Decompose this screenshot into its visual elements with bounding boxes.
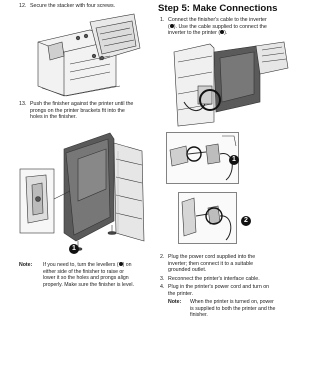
step-text-line: Push the finisher against the printer until the bbox=[30, 101, 134, 107]
callout-number: 1 bbox=[232, 156, 236, 163]
finisher-illustration bbox=[18, 129, 148, 253]
step-text-line: Plug in the printer's power cord and turn on bbox=[168, 284, 270, 290]
step-text-line bbox=[168, 30, 227, 37]
note-power bbox=[168, 299, 298, 321]
step-text: ). bbox=[224, 30, 228, 37]
callout-badge-2 bbox=[241, 216, 251, 226]
step-text-line: holes in the finisher. bbox=[30, 114, 77, 121]
step-number: 4. bbox=[160, 284, 165, 290]
note-line bbox=[43, 262, 132, 269]
note-text: If you need to, turn the levellers ( bbox=[43, 262, 119, 268]
callout-badge-1 bbox=[69, 244, 79, 254]
note-line: properly. Make sure the finisher is level. bbox=[43, 281, 135, 288]
note-line: finisher. bbox=[190, 312, 208, 319]
note-line: either side of the finisher to raise or bbox=[43, 268, 125, 275]
callout-badge-1 bbox=[229, 155, 239, 165]
step-number: 12. bbox=[19, 3, 27, 9]
note-line: When the printer is turned on, power bbox=[190, 299, 274, 305]
connection-detail-1 bbox=[166, 132, 286, 184]
step-2 bbox=[160, 254, 298, 276]
step-12 bbox=[19, 3, 149, 11]
note-label: Note: bbox=[168, 299, 182, 305]
step-text-line bbox=[168, 24, 267, 31]
section-heading: Step 5: Make Connections bbox=[158, 3, 278, 14]
step-text-line: Connect the finisher's cable to the inverter bbox=[168, 17, 267, 23]
note-text: ) on bbox=[122, 262, 132, 268]
stacker-illustration bbox=[30, 16, 142, 96]
step-3 bbox=[160, 276, 298, 284]
step-text-line: grounded outlet. bbox=[168, 267, 207, 274]
connection-detail-2 bbox=[178, 192, 278, 244]
note-line: lower it so the holes and prongs align bbox=[43, 275, 129, 282]
step-number: 1. bbox=[160, 17, 165, 23]
step-text-line: Reconnect the printer's interface cable. bbox=[168, 276, 260, 282]
step-text: ( bbox=[168, 23, 170, 30]
step-text: inverter to the printer ( bbox=[168, 30, 221, 37]
callout-number: 2 bbox=[244, 217, 248, 224]
connections-illustration bbox=[170, 42, 290, 126]
step-13 bbox=[19, 101, 149, 123]
step-text-line: the printer. bbox=[168, 290, 194, 297]
step-number: 2. bbox=[160, 254, 165, 260]
callout-number: 1 bbox=[72, 245, 76, 252]
step-number: 3. bbox=[160, 276, 165, 282]
step-number: 13. bbox=[19, 101, 27, 107]
step-text-line: Plug the power cord supplied into the bbox=[168, 254, 256, 260]
note-levellers bbox=[19, 262, 149, 292]
step-text: ). Use the cable supplied to connect the bbox=[173, 23, 267, 30]
step-text: Secure the stacker with four screws. bbox=[30, 3, 116, 9]
note-label: Note: bbox=[19, 262, 33, 268]
step-4 bbox=[160, 284, 298, 298]
step-text-line: inverter; then connect it to a suitable bbox=[168, 260, 254, 267]
step-1 bbox=[160, 17, 298, 39]
note-line: is supplied to both the printer and the bbox=[190, 305, 276, 312]
step-text-line: prongs on the printer brackets fit into the bbox=[30, 107, 125, 114]
